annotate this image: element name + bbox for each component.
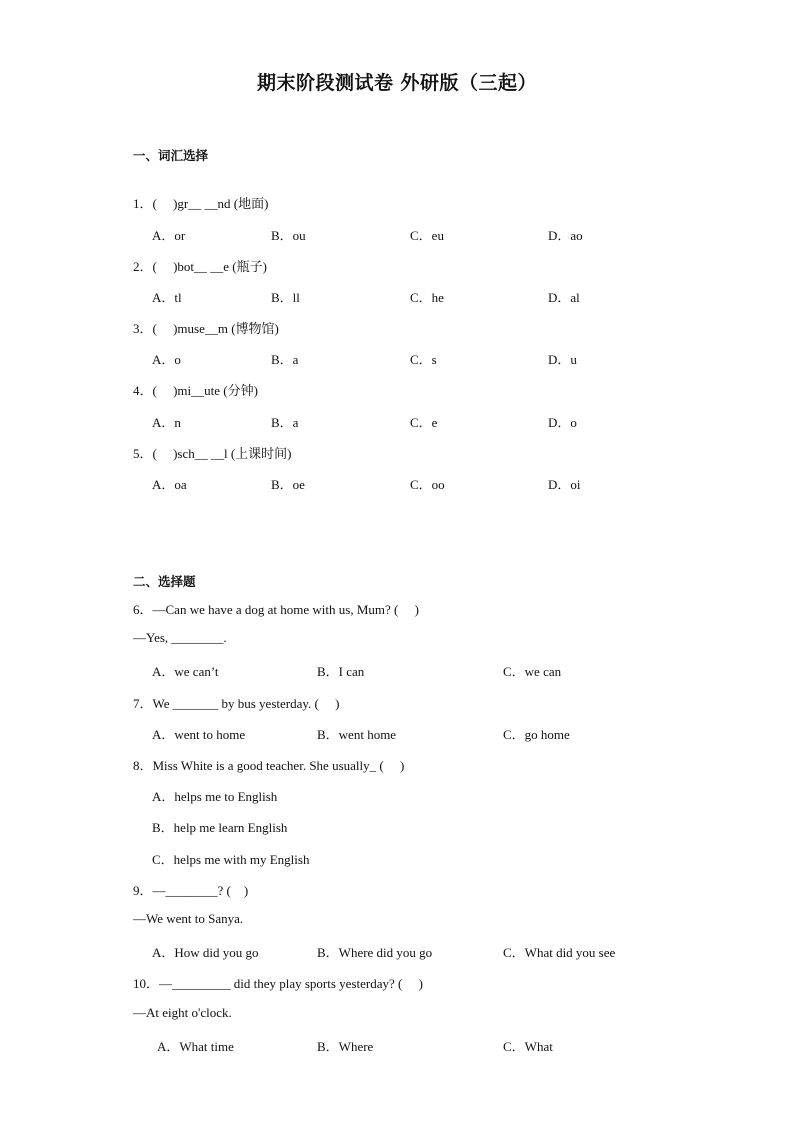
question-6-option-b: B．I can (317, 664, 365, 679)
question-6-dialogue: —Yes, ________. (133, 630, 227, 645)
question-10-option-b: B．Where (317, 1039, 374, 1054)
question-3-stem: 3．( )muse__m (博物馆) (133, 321, 279, 336)
question-8-stem: 8．Miss White is a good teacher. She usually_ ( ) (133, 758, 405, 773)
question-2-option-b: B．ll (271, 290, 300, 305)
question-10-option-a: A．What time (157, 1039, 234, 1054)
question-4-option-d: D．o (548, 415, 577, 430)
question-2-option-d: D．al (548, 290, 580, 305)
question-1-option-c: C．eu (410, 228, 444, 243)
question-3-option-c: C．s (410, 352, 437, 367)
question-7-option-a: A．went to home (152, 727, 246, 742)
question-6-stem: 6．—Can we have a dog at home with us, Mum? ( ) (133, 602, 419, 617)
question-2-option-c: C．he (410, 290, 444, 305)
question-5-option-d: D．oi (548, 477, 581, 492)
question-9-dialogue: —We went to Sanya. (133, 911, 244, 926)
question-8-option-c: C．helps me with my English (152, 852, 310, 867)
question-3-option-d: D．u (548, 352, 577, 367)
section-heading-choice: 二、选择题 (133, 574, 196, 589)
section-heading-vocabulary: 一、词汇选择 (133, 148, 209, 163)
question-2-option-a: A．tl (152, 290, 182, 305)
question-2-stem: 2．( )bot__ __e (瓶子) (133, 259, 267, 274)
question-4-option-a: A．n (152, 415, 181, 430)
question-3-option-a: A．o (152, 352, 181, 367)
question-7-stem: 7．We _______ by bus yesterday. ( ) (133, 696, 340, 711)
question-5-option-a: A．oa (152, 477, 187, 492)
question-9-option-a: A．How did you go (152, 945, 259, 960)
question-6-option-c: C．we can (503, 664, 562, 679)
question-10-option-c: C．What (503, 1039, 553, 1054)
question-9-option-c: C．What did you see (503, 945, 616, 960)
question-4-stem: 4．( )mi__ute (分钟) (133, 383, 258, 398)
question-7-option-b: B．went home (317, 727, 397, 742)
question-5-option-c: C．oo (410, 477, 445, 492)
question-5-stem: 5．( )sch__ __l (上课时间) (133, 446, 292, 461)
question-1-option-d: D．ao (548, 228, 583, 243)
question-8-option-a: A．helps me to English (152, 789, 278, 804)
question-8-option-b: B．help me learn English (152, 820, 288, 835)
question-6-option-a: A．we can’t (152, 664, 219, 679)
question-1-option-b: B．ou (271, 228, 306, 243)
question-4-option-b: B．a (271, 415, 299, 430)
question-9-stem: 9．—________? ( ) (133, 883, 249, 898)
question-7-option-c: C．go home (503, 727, 570, 742)
question-10-stem: 10．—_________ did they play sports yesterday? ( ) (133, 976, 423, 991)
question-9-option-b: B．Where did you go (317, 945, 433, 960)
question-1-stem: 1．( )gr__ __nd (地面) (133, 196, 269, 211)
question-3-option-b: B．a (271, 352, 299, 367)
question-5-option-b: B．oe (271, 477, 305, 492)
page-title: 期末阶段测试卷 外研版（三起） (256, 72, 538, 94)
question-10-dialogue: —At eight o'clock. (133, 1005, 232, 1020)
question-4-option-c: C．e (410, 415, 438, 430)
question-1-option-a: A．or (152, 228, 186, 243)
